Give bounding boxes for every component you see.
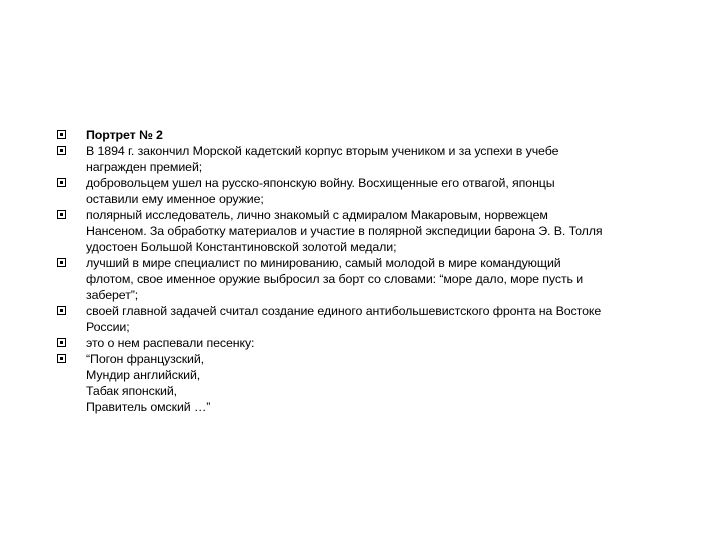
portrait-title: Портрет № 2 [86, 128, 163, 142]
list-item [57, 255, 667, 303]
list-item-text: полярный исследователь, лично знакомый с адмиралом Макаровым, норвежцем Нансеном. За обработку материалов и участие в полярной экспедиции барона Э. В. Толля удостоен Большой Константиновской золотой медали; [86, 208, 603, 254]
square-bullet-icon [57, 338, 66, 347]
square-bullet-icon [57, 178, 66, 187]
list-item-text: это о нем распевали песенку: [86, 336, 255, 350]
bullet-list [57, 127, 667, 415]
list-item-text: лучший в мире специалист по минированию, самый молодой в мире командующий флотом, свое именное оружие выбросил за борт со словами: “море дало, море пусть и заберет”; [86, 256, 584, 302]
list-item [57, 303, 667, 335]
list-item-verse [57, 351, 667, 415]
list-item [57, 143, 667, 175]
square-bullet-icon [57, 210, 66, 219]
list-item-title [57, 127, 667, 143]
list-item [57, 335, 667, 351]
list-item [57, 175, 667, 207]
list-item-text: В 1894 г. закончил Морской кадетский корпус вторым учеником и за успехи в учебе награжден премией; [86, 144, 559, 174]
verse-text: “Погон французский, Мундир английский, Табак японский, Правитель омский …” [86, 352, 211, 414]
square-bullet-icon [57, 130, 66, 139]
square-bullet-icon [57, 306, 66, 315]
list-item-text: своей главной задачей считал создание единого антибольшевистского фронта на Востоке России; [86, 304, 602, 334]
list-item-text: добровольцем ушел на русско-японскую войну. Восхищенные его отвагой, японцы оставили ему именное оружие; [86, 176, 555, 206]
square-bullet-icon [57, 258, 66, 267]
list-item [57, 207, 667, 255]
square-bullet-icon [57, 354, 66, 363]
square-bullet-icon [57, 146, 66, 155]
